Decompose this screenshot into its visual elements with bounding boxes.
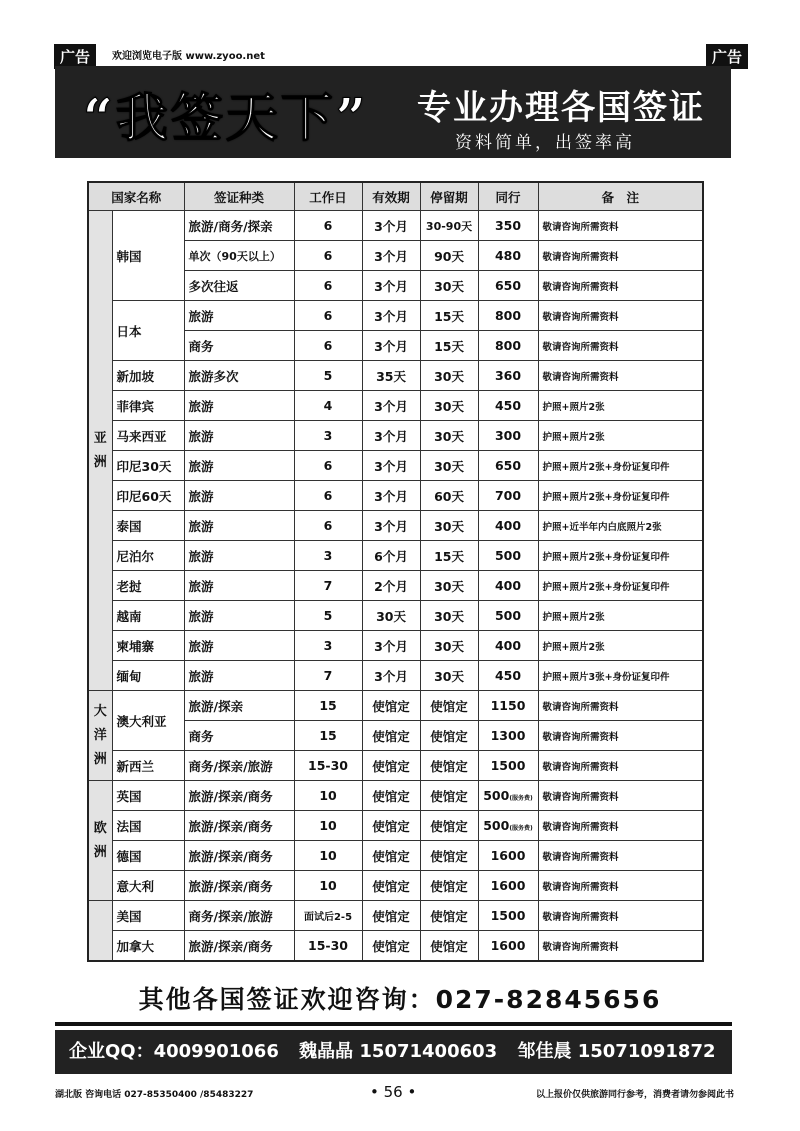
workdays-cell: 6 [294,241,362,271]
visa-type-cell: 旅游 [184,421,294,451]
validity-cell: 3个月 [362,481,420,511]
stay-cell: 60天 [420,481,478,511]
stay-cell: 使馆定 [420,841,478,871]
validity-cell: 35天 [362,361,420,391]
visa-type-cell: 单次（90天以上） [184,241,294,271]
footer-disclaimer: 以上报价仅供旅游同行参考，消费者请勿参阅此书 [535,1090,734,1100]
ad-label-right: 广告 [706,44,748,69]
price-cell [478,781,538,811]
workdays-cell: 15 [294,721,362,751]
workdays-cell: 5 [294,361,362,391]
validity-cell: 3个月 [362,391,420,421]
visa-type-cell: 旅游/探亲/商务 [184,781,294,811]
stay-cell: 30天 [420,391,478,421]
country-cell: 柬埔寨 [112,631,184,661]
validity-cell: 使馆定 [362,721,420,751]
validity-cell: 3个月 [362,241,420,271]
validity-cell: 3个月 [362,421,420,451]
header-note: 备 注 [538,182,703,211]
stay-cell: 使馆定 [420,871,478,901]
price-value: 500 [483,788,510,803]
visa-type-cell: 多次往返 [184,271,294,301]
price-cell: 450 [478,391,538,421]
workdays-cell: 4 [294,391,362,421]
table-row [88,571,703,601]
table-row [88,451,703,481]
validity-cell: 使馆定 [362,841,420,871]
note-cell: 敬请咨询所需资料 [538,871,703,901]
note-cell: 敬请咨询所需资料 [538,301,703,331]
table-row [88,811,703,841]
workdays-cell: 6 [294,271,362,301]
header-validity: 有效期 [362,182,420,211]
validity-cell: 6个月 [362,541,420,571]
workdays-cell: 10 [294,841,362,871]
table-row [88,541,703,571]
price-suffix: (服务费) [509,795,533,802]
price-cell: 400 [478,511,538,541]
country-cell: 印尼60天 [112,481,184,511]
note-cell: 护照+照片2张 [538,421,703,451]
table-row [88,751,703,781]
price-cell: 300 [478,421,538,451]
visa-type-cell: 旅游/探亲/商务 [184,811,294,841]
visa-type-cell: 旅游 [184,511,294,541]
workdays-cell: 15-30 [294,931,362,962]
note-cell: 护照+近半年内白底照片2张 [538,511,703,541]
country-cell: 美国 [112,901,184,931]
table-row [88,901,703,931]
ad-label-left: 广告 [54,44,96,69]
visa-type-cell: 旅游 [184,541,294,571]
stay-cell: 使馆定 [420,721,478,751]
stay-cell: 30天 [420,361,478,391]
table-row [88,841,703,871]
note-cell: 敬请咨询所需资料 [538,331,703,361]
workdays-cell: 6 [294,211,362,241]
stay-cell: 30天 [420,571,478,601]
note-cell: 敬请咨询所需资料 [538,811,703,841]
stay-cell: 30天 [420,631,478,661]
country-cell: 新加坡 [112,361,184,391]
visa-type-cell: 旅游 [184,571,294,601]
validity-cell: 3个月 [362,511,420,541]
table-row [88,361,703,391]
validity-cell: 3个月 [362,211,420,241]
stay-cell: 30天 [420,421,478,451]
workdays-cell: 10 [294,871,362,901]
country-cell: 印尼30天 [112,451,184,481]
validity-cell: 30天 [362,601,420,631]
workdays-cell: 6 [294,511,362,541]
visa-type-cell: 旅游 [184,391,294,421]
note-cell: 敬请咨询所需资料 [538,271,703,301]
workdays-cell: 6 [294,331,362,361]
country-cell: 老挝 [112,571,184,601]
header-price: 同行 [478,182,538,211]
stay-cell: 30-90天 [420,211,478,241]
country-cell: 法国 [112,811,184,841]
price-cell: 500 [478,541,538,571]
country-cell: 澳大利亚 [112,691,184,751]
visa-table [87,181,704,962]
price-cell: 350 [478,211,538,241]
stay-cell: 90天 [420,241,478,271]
country-cell: 越南 [112,601,184,631]
price-cell: 1300 [478,721,538,751]
visa-type-cell: 旅游 [184,451,294,481]
validity-cell: 使馆定 [362,931,420,962]
table-row [88,601,703,631]
validity-cell: 使馆定 [362,901,420,931]
note-cell: 敬请咨询所需资料 [538,901,703,931]
country-cell: 加拿大 [112,931,184,962]
validity-cell: 使馆定 [362,811,420,841]
table-row [88,511,703,541]
note-cell: 护照+照片2张+身份证复印件 [538,571,703,601]
country-cell: 缅甸 [112,661,184,691]
visa-type-cell: 旅游/探亲 [184,691,294,721]
workdays-cell: 5 [294,601,362,631]
workdays-cell: 6 [294,481,362,511]
note-cell: 敬请咨询所需资料 [538,241,703,271]
slogan: 专业办理各国签证 [417,88,705,128]
note-cell: 敬请咨询所需资料 [538,691,703,721]
table-row [88,211,703,241]
divider [55,1022,732,1026]
note-cell: 护照+照片2张+身份证复印件 [538,451,703,481]
price-cell: 800 [478,301,538,331]
visa-type-cell: 旅游 [184,631,294,661]
region-label: 欧 洲 [88,781,112,901]
stay-cell: 30天 [420,271,478,301]
validity-cell: 3个月 [362,661,420,691]
country-cell: 新西兰 [112,751,184,781]
visa-type-cell: 旅游/探亲/商务 [184,871,294,901]
price-cell [478,811,538,841]
header-visa-type: 签证种类 [184,182,294,211]
validity-cell: 使馆定 [362,781,420,811]
workdays-cell: 6 [294,301,362,331]
validity-cell: 3个月 [362,271,420,301]
visa-type-cell: 旅游 [184,601,294,631]
header-stay: 停留期 [420,182,478,211]
workdays-cell: 10 [294,781,362,811]
workdays-cell: 面试后2-5 [294,901,362,931]
price-cell: 800 [478,331,538,361]
table-row [88,661,703,691]
note-cell: 护照+照片2张+身份证复印件 [538,541,703,571]
country-cell: 英国 [112,781,184,811]
table-row [88,391,703,421]
validity-cell: 3个月 [362,331,420,361]
validity-cell: 使馆定 [362,691,420,721]
note-cell: 敬请咨询所需资料 [538,841,703,871]
country-cell: 泰国 [112,511,184,541]
table-row [88,631,703,661]
visa-type-cell: 商务 [184,721,294,751]
stay-cell: 使馆定 [420,781,478,811]
stay-cell: 使馆定 [420,931,478,962]
table-row [88,481,703,511]
workdays-cell: 3 [294,631,362,661]
stay-cell: 15天 [420,301,478,331]
validity-cell: 3个月 [362,631,420,661]
stay-cell: 15天 [420,331,478,361]
note-cell: 护照+照片2张 [538,601,703,631]
contact-bar [55,1030,732,1074]
table-row [88,691,703,721]
price-cell: 1150 [478,691,538,721]
table-row [88,301,703,331]
note-cell: 敬请咨询所需资料 [538,211,703,241]
note-cell: 敬请咨询所需资料 [538,781,703,811]
price-cell: 1600 [478,931,538,962]
table-row [88,931,703,962]
visa-type-cell: 旅游/商务/探亲 [184,211,294,241]
contact-person-1: 魏晶晶 15071400603 [299,1041,498,1062]
country-cell: 韩国 [112,211,184,301]
visa-type-cell: 旅游/探亲/商务 [184,931,294,962]
visa-type-cell: 旅游/探亲/商务 [184,841,294,871]
qq-contact: 企业QQ：4009901066 [69,1041,279,1062]
region-label [88,901,112,962]
consult-line: 其他各国签证欢迎咨询：027-82845656 [138,985,662,1014]
price-cell: 360 [478,361,538,391]
price-cell: 1500 [478,901,538,931]
country-cell: 马来西亚 [112,421,184,451]
stay-cell: 使馆定 [420,751,478,781]
validity-cell: 3个月 [362,301,420,331]
country-cell: 德国 [112,841,184,871]
workdays-cell: 7 [294,571,362,601]
price-cell: 400 [478,571,538,601]
visa-type-cell: 商务/探亲/旅游 [184,751,294,781]
workdays-cell: 6 [294,451,362,481]
workdays-cell: 7 [294,661,362,691]
stay-cell: 30天 [420,451,478,481]
country-cell: 尼泊尔 [112,541,184,571]
workdays-cell: 10 [294,811,362,841]
price-cell: 500 [478,601,538,631]
validity-cell: 3个月 [362,451,420,481]
website-text: 欢迎浏览电子版 www.zyoo.net [112,51,265,62]
price-cell: 650 [478,451,538,481]
visa-type-cell: 旅游多次 [184,361,294,391]
workdays-cell: 3 [294,421,362,451]
visa-type-cell: 旅游 [184,661,294,691]
visa-type-cell: 旅游 [184,481,294,511]
stay-cell: 30天 [420,601,478,631]
price-cell: 1600 [478,841,538,871]
stay-cell: 使馆定 [420,811,478,841]
price-cell: 450 [478,661,538,691]
note-cell: 敬请咨询所需资料 [538,361,703,391]
price-cell: 1500 [478,751,538,781]
page-number: • 56 • [370,1083,417,1101]
country-cell: 意大利 [112,871,184,901]
note-cell: 护照+照片2张 [538,631,703,661]
table-row [88,871,703,901]
note-cell: 护照+照片2张+身份证复印件 [538,481,703,511]
stay-cell: 使馆定 [420,691,478,721]
stay-cell: 30天 [420,661,478,691]
region-label: 大 洋 洲 [88,691,112,781]
header-workdays: 工作日 [294,182,362,211]
validity-cell: 使馆定 [362,871,420,901]
table-header-row [88,182,703,211]
header-country: 国家名称 [88,182,184,211]
sub-slogan: 资料简单，出签率高 [455,133,635,153]
visa-type-cell: 商务/探亲/旅游 [184,901,294,931]
workdays-cell: 15 [294,691,362,721]
table-row [88,781,703,811]
note-cell: 敬请咨询所需资料 [538,931,703,962]
validity-cell: 2个月 [362,571,420,601]
country-cell: 菲律宾 [112,391,184,421]
price-cell: 1600 [478,871,538,901]
stay-cell: 使馆定 [420,901,478,931]
note-cell: 敬请咨询所需资料 [538,721,703,751]
price-suffix: (服务费) [509,825,533,832]
visa-type-cell: 商务 [184,331,294,361]
workdays-cell: 3 [294,541,362,571]
stay-cell: 15天 [420,541,478,571]
footer-phone: 湖北版 咨询电话 027-85350400 /85483227 [55,1090,254,1100]
workdays-cell: 15-30 [294,751,362,781]
price-cell: 700 [478,481,538,511]
price-cell: 650 [478,271,538,301]
note-cell: 敬请咨询所需资料 [538,751,703,781]
price-value: 500 [483,818,510,833]
price-cell: 400 [478,631,538,661]
table-row [88,421,703,451]
country-cell: 日本 [112,301,184,361]
region-label: 亚 洲 [88,211,112,691]
contact-person-2: 邹佳晨 15071091872 [517,1041,716,1062]
validity-cell: 使馆定 [362,751,420,781]
banner [55,66,731,158]
note-cell: 护照+照片2张 [538,391,703,421]
visa-type-cell: 旅游 [184,301,294,331]
brand-title: “我签天下” [83,88,369,149]
stay-cell: 30天 [420,511,478,541]
note-cell: 护照+照片3张+身份证复印件 [538,661,703,691]
price-cell: 480 [478,241,538,271]
